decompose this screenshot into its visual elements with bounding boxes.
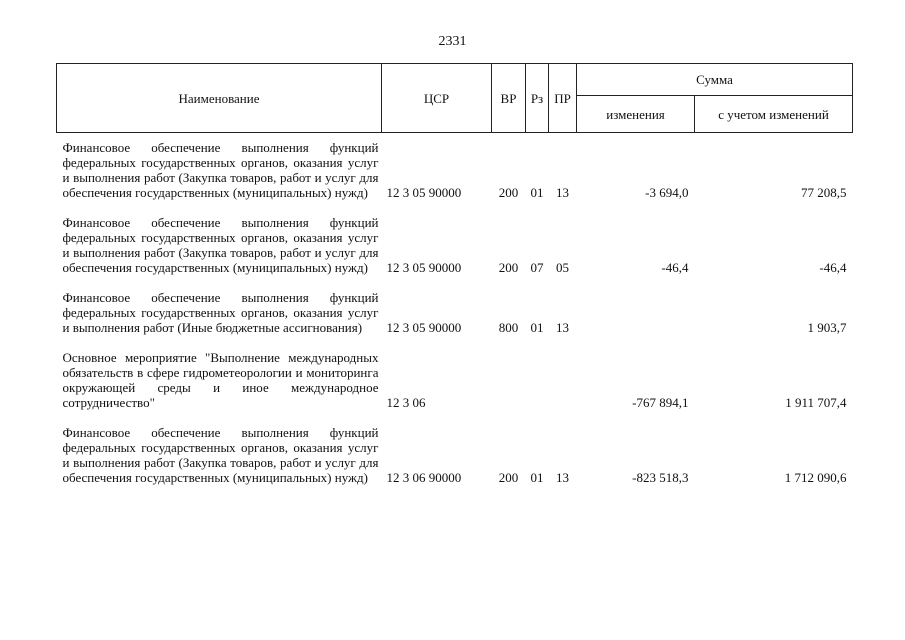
row-name: Основное мероприятие "Выполнение международных обязательств в сфере гидрометеорологии и мониторинга окружающей среды и иное международное сотрудничество" [62,350,379,410]
row-name: Финансовое обеспечение выполнения функций федеральных государственных органов, оказания услуг и выполнения работ (Закупка товаров, работ и услуг для обеспечения государственных (муниципальных) нужд) [62,215,379,275]
header-name: Наименование [57,64,382,133]
row-vr: 200 [498,185,519,200]
header-sum: Сумма [577,64,853,96]
row-csr: 12 3 06 90000 [386,470,462,485]
row-name: Финансовое обеспечение выполнения функций федеральных государственных органов, оказания услуг и выполнения работ (Закупка товаров, работ и услуг для обеспечения государственных (муниципальных) нужд) [62,140,379,200]
row-rz: 01 [530,320,544,335]
row-pr: 13 [556,320,569,335]
page-number: 2331 [438,34,467,49]
table-row [57,133,853,209]
row-rz: 07 [530,260,544,275]
row-name: Финансовое обеспечение выполнения функций федеральных государственных органов, оказания услуг и выполнения работ (Иные бюджетные ассигнования) [62,290,379,335]
row-vr [492,343,526,418]
row-csr: 12 3 05 90000 [386,320,462,335]
row-change: -823 518,3 [632,470,689,485]
row-name: Финансовое обеспечение выполнения функций федеральных государственных органов, оказания услуг и выполнения работ (Закупка товаров, работ и услуг для обеспечения государственных (муниципальных) нужд) [62,425,379,485]
header-csr: ЦСР [382,64,492,133]
row-total: 1 903,7 [807,320,847,335]
table-row [57,283,853,343]
table-row [57,343,853,418]
row-pr: 05 [556,260,569,275]
row-rz: 01 [530,470,544,485]
budget-table [56,63,853,493]
table-header [57,64,853,133]
row-change [577,283,695,343]
row-vr: 200 [498,260,519,275]
table-row [57,418,853,493]
header-vr: ВР [492,64,526,133]
row-vr: 200 [498,470,519,485]
header-change: изменения [577,96,695,133]
row-total: 1 911 707,4 [785,395,847,410]
row-pr: 13 [556,185,569,200]
row-total: -46,4 [819,260,847,275]
row-csr: 12 3 05 90000 [386,260,462,275]
header-pr: ПР [549,64,577,133]
row-vr: 800 [498,320,519,335]
row-change: -46,4 [661,260,689,275]
row-pr [549,343,577,418]
header-rz: Рз [526,64,549,133]
row-rz: 01 [530,185,544,200]
header-with-changes: с учетом изменений [695,96,853,133]
row-csr: 12 3 06 [386,395,426,410]
table-row [57,208,853,283]
row-rz [526,343,549,418]
row-change: -3 694,0 [645,185,689,200]
row-csr: 12 3 05 90000 [386,185,462,200]
row-total: 77 208,5 [801,185,847,200]
row-total: 1 712 090,6 [784,470,847,485]
row-pr: 13 [556,470,569,485]
row-change: -767 894,1 [632,395,689,410]
